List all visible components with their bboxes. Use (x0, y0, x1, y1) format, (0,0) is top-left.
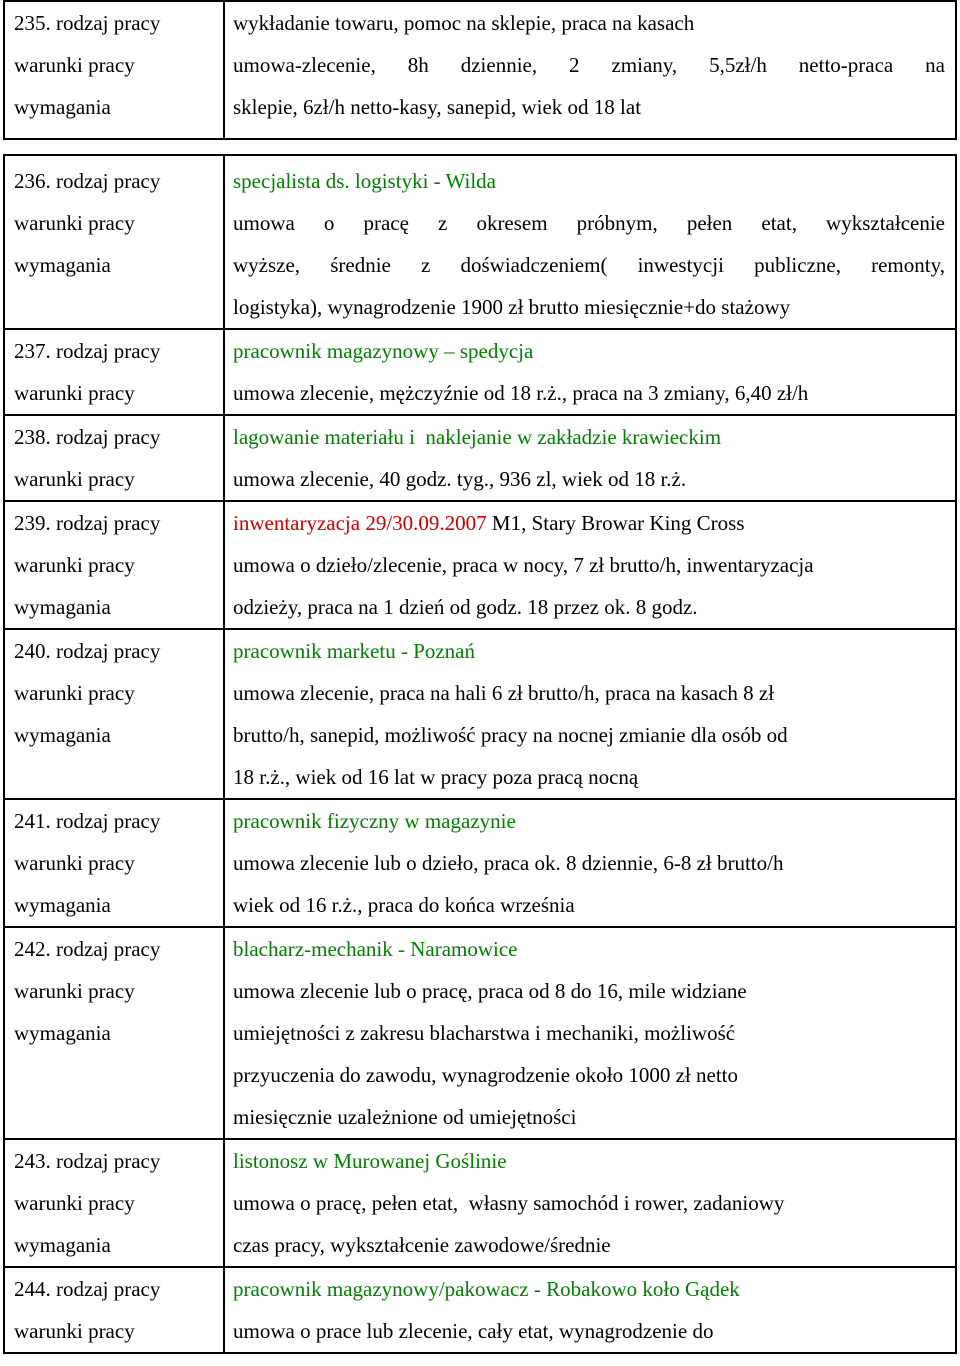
label-warunki: warunki pracy (14, 851, 135, 875)
label-warunki: warunki pracy (14, 211, 135, 235)
job-line: umiejętności z zakresu blacharstwa i mechaniki, możliwość (233, 1021, 736, 1045)
label-cell (4, 415, 224, 501)
label-rodzaj: rodzaj pracy (56, 339, 161, 363)
content-cell (224, 329, 956, 415)
job-title (233, 502, 945, 544)
job-title: listonosz w Murowanej Goślinie (233, 1149, 507, 1173)
job-line: 18 r.ż., wiek od 16 lat w pracy poza pracą nocną (233, 765, 639, 789)
job-title: blacharz-mechanik - Naramowice (233, 937, 518, 961)
label-wymagania: wymagania (14, 253, 111, 277)
label-wymagania: wymagania (14, 595, 111, 619)
entry-number: 244. (14, 1277, 51, 1301)
entry-number: 235. (14, 11, 51, 35)
job-line: sklepie, 6zł/h netto-kasy, sanepid, wiek od 18 lat (233, 95, 642, 119)
job-line: umowa o dzieło/zlecenie, praca w nocy, 7 zł brutto/h, inwentaryzacja (233, 553, 814, 577)
job-title: wykładanie towaru, pomoc na sklepie, praca na kasach (233, 11, 695, 35)
label-rodzaj: rodzaj pracy (56, 639, 161, 663)
label-rodzaj: rodzaj pracy (56, 809, 161, 833)
job-entry (4, 799, 956, 927)
label-rodzaj: rodzaj pracy (56, 169, 161, 193)
job-entry (4, 155, 956, 329)
job-entry (4, 1139, 956, 1267)
label-wymagania: wymagania (14, 1233, 111, 1257)
job-title: specjalista ds. logistyki - Wilda (233, 169, 496, 193)
job-line: umowa zlecenie lub o pracę, praca od 8 do 16, mile widziane (233, 979, 747, 1003)
label-wymagania: wymagania (14, 893, 111, 917)
label-warunki: warunki pracy (14, 553, 135, 577)
label-warunki: warunki pracy (14, 381, 135, 405)
label-cell (4, 799, 224, 927)
label-wymagania: wymagania (14, 723, 111, 747)
job-line: umowa zlecenie, mężczyźnie od 18 r.ż., praca na 3 zmiany, 6,40 zł/h (233, 381, 809, 405)
job-line: wyższe, średnie z doświadczeniem( inwestycji publiczne, remonty, (233, 253, 945, 277)
label-cell (4, 1139, 224, 1267)
job-line: umowa-zlecenie, 8h dziennie, 2 zmiany, 5,5zł/h netto-praca na (233, 53, 945, 77)
label-cell (4, 927, 224, 1139)
content-cell (224, 501, 956, 629)
label-rodzaj: rodzaj pracy (56, 511, 161, 535)
entry-number: 241. (14, 809, 51, 833)
job-line: odzieży, praca na 1 dzień od godz. 18 przez ok. 8 godz. (233, 595, 698, 619)
job-line: miesięcznie uzależnione od umiejętności (233, 1105, 577, 1129)
label-warunki: warunki pracy (14, 1191, 135, 1215)
entry-number: 243. (14, 1149, 51, 1173)
label-rodzaj: rodzaj pracy (56, 425, 161, 449)
job-listings-table (3, 0, 957, 1354)
job-title-highlight: inwentaryzacja 29/30.09.2007 (233, 511, 487, 535)
job-line: umowa o prace lub zlecenie, cały etat, wynagrodzenie do (233, 1319, 714, 1343)
job-line: przyuczenia do zawodu, wynagrodzenie około 1000 zł netto (233, 1063, 738, 1087)
label-wymagania: wymagania (14, 95, 111, 119)
job-entry (4, 1267, 956, 1353)
job-line: umowa o pracę, pełen etat, własny samochód i rower, zadaniowy (233, 1191, 785, 1215)
job-entry (4, 1, 956, 139)
content-cell (224, 415, 956, 501)
job-entry (4, 329, 956, 415)
label-warunki: warunki pracy (14, 681, 135, 705)
job-line: umowa zlecenie, praca na hali 6 zł brutto/h, praca na kasach 8 zł (233, 681, 775, 705)
label-cell (4, 629, 224, 799)
label-rodzaj: rodzaj pracy (56, 937, 161, 961)
label-wymagania: wymagania (14, 1021, 111, 1045)
entry-number: 237. (14, 339, 51, 363)
label-warunki: warunki pracy (14, 1319, 135, 1343)
entry-number: 242. (14, 937, 51, 961)
job-line: umowa zlecenie lub o dzieło, praca ok. 8 dziennie, 6-8 zł brutto/h (233, 851, 784, 875)
entry-number: 236. (14, 169, 51, 193)
label-cell (4, 501, 224, 629)
content-cell (224, 799, 956, 927)
content-cell (224, 1267, 956, 1353)
entry-number: 239. (14, 511, 51, 535)
job-line: brutto/h, sanepid, możliwość pracy na nocnej zmianie dla osób od (233, 723, 788, 747)
label-cell (4, 329, 224, 415)
job-title-rest: M1, Stary Browar King Cross (486, 511, 745, 535)
job-entry (4, 629, 956, 799)
job-line: wiek od 16 r.ż., praca do końca września (233, 893, 575, 917)
job-title: pracownik marketu - Poznań (233, 639, 476, 663)
content-cell (224, 155, 956, 329)
content-cell (224, 927, 956, 1139)
job-title: lagowanie materiału i naklejanie w zakładzie krawieckim (233, 425, 722, 449)
job-line: umowa zlecenie, 40 godz. tyg., 936 zl, wiek od 18 r.ż. (233, 467, 687, 491)
label-warunki: warunki pracy (14, 467, 135, 491)
job-entry (4, 927, 956, 1139)
job-title: pracownik magazynowy/pakowacz - Robakowo koło Gądek (233, 1277, 740, 1301)
label-cell (4, 1, 224, 139)
entry-number: 238. (14, 425, 51, 449)
job-line: czas pracy, wykształcenie zawodowe/średnie (233, 1233, 611, 1257)
entry-number: 240. (14, 639, 51, 663)
label-warunki: warunki pracy (14, 53, 135, 77)
label-rodzaj: rodzaj pracy (56, 1277, 161, 1301)
label-rodzaj: rodzaj pracy (56, 1149, 161, 1173)
job-entry (4, 415, 956, 501)
job-title: pracownik fizyczny w magazynie (233, 809, 516, 833)
job-title: pracownik magazynowy – spedycja (233, 339, 534, 363)
label-cell (4, 155, 224, 329)
label-cell (4, 1267, 224, 1353)
label-rodzaj: rodzaj pracy (56, 11, 161, 35)
label-warunki: warunki pracy (14, 979, 135, 1003)
job-entry (4, 501, 956, 629)
content-cell (224, 629, 956, 799)
job-line: umowa o pracę z okresem próbnym, pełen etat, wykształcenie (233, 211, 945, 235)
job-line: logistyka), wynagrodzenie 1900 zł brutto miesięcznie+do stażowy (233, 295, 791, 319)
content-cell (224, 1139, 956, 1267)
content-cell (224, 1, 956, 139)
